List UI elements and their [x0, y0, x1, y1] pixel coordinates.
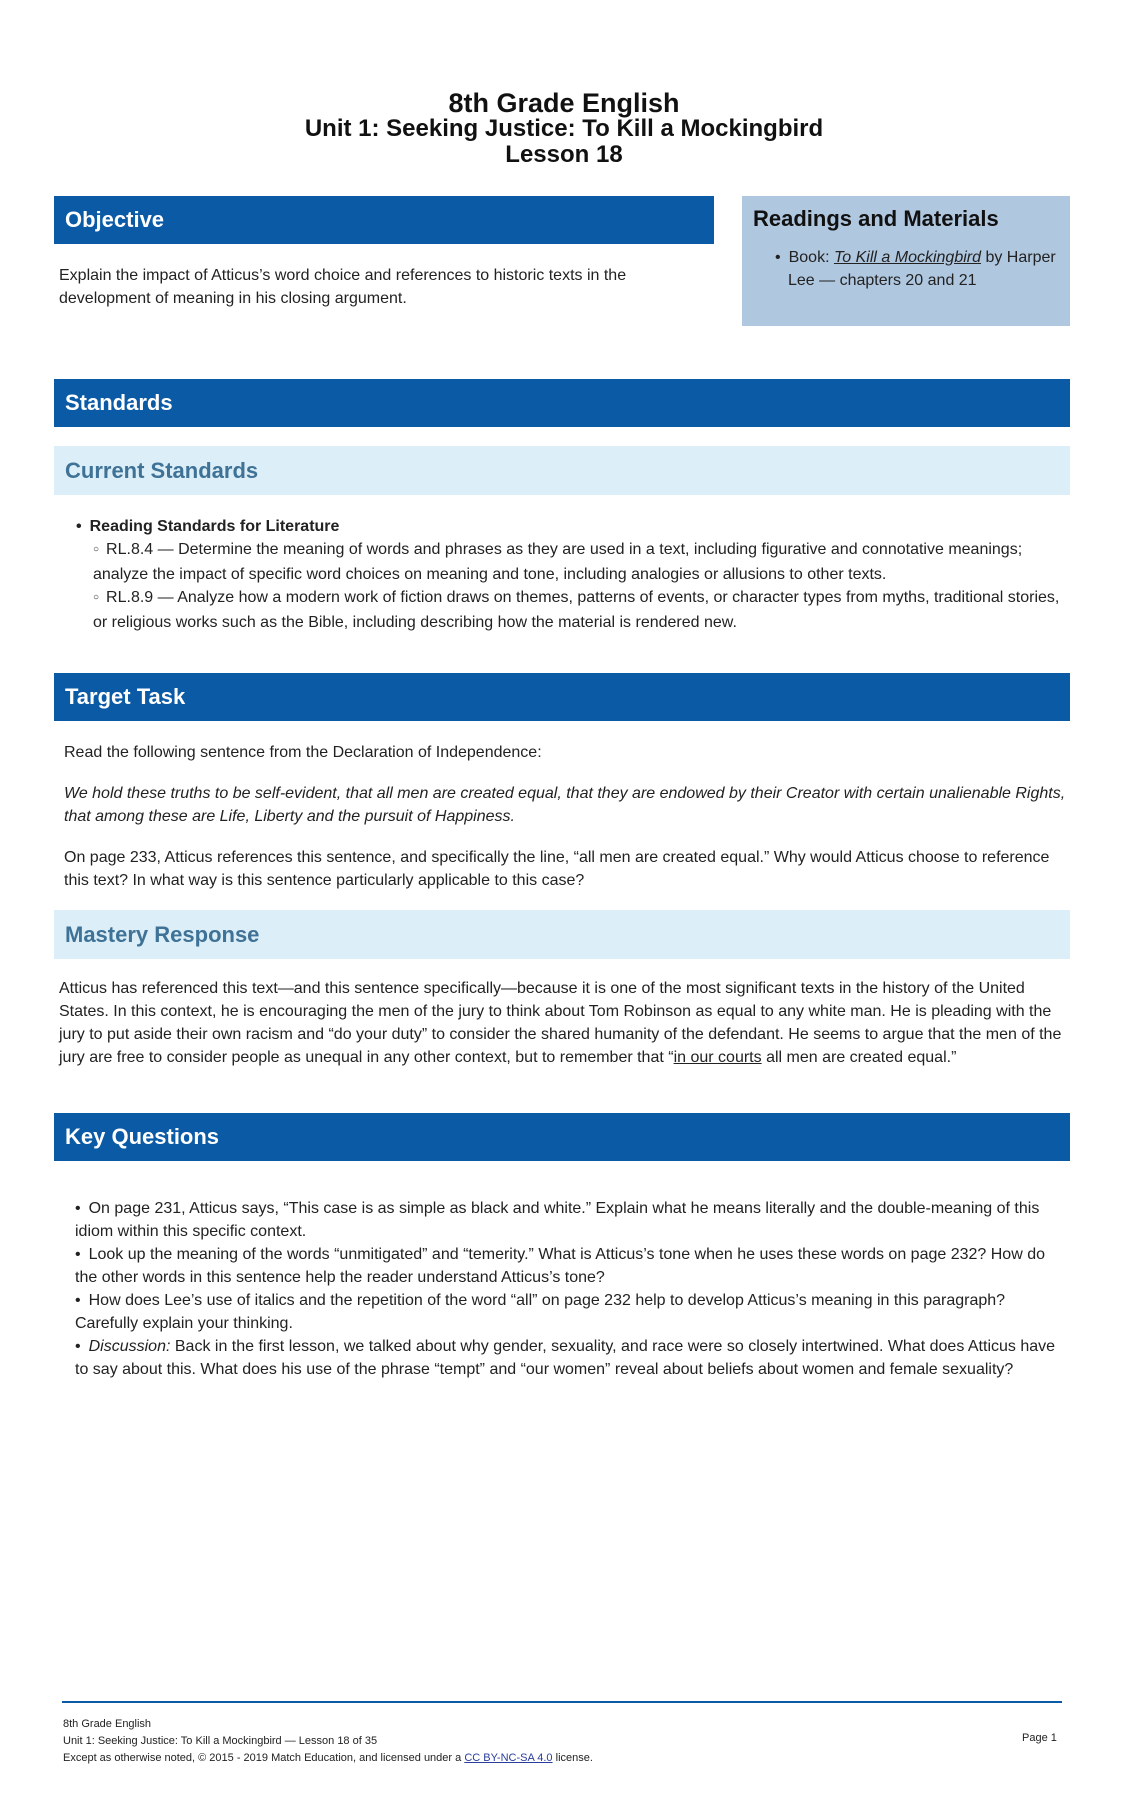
- key-questions-list: [75, 1197, 1070, 1381]
- footer: [63, 1716, 763, 1767]
- key-questions-heading: Key Questions: [54, 1113, 1070, 1161]
- objective-heading: Objective: [54, 196, 714, 244]
- footer-license-end: license.: [552, 1752, 593, 1764]
- mastery-response-text: [59, 977, 1071, 1069]
- lesson-title: Lesson 18: [505, 141, 623, 168]
- license-link[interactable]: CC BY-NC-SA 4.0: [464, 1752, 553, 1764]
- target-task-quote: We hold these truths to be self-evident, that all men are created equal, that they are endowed by their Creator with certain unalienable Rights, that among these are Life, Liberty and the pursuit of Happiness.: [64, 785, 1066, 825]
- discussion-label: Discussion:: [88, 1338, 171, 1355]
- readings-list: [753, 246, 1059, 292]
- page-number: Page 1: [1022, 1732, 1057, 1744]
- footer-unit: Unit 1: Seeking Justice: To Kill a Mockingbird — Lesson 18 of 35: [63, 1735, 378, 1747]
- key-question-item: • Look up the meaning of the words “unmitigated” and “temerity.” What is Atticus’s tone when he uses these words on page 232? How do the other words in this sentence help the reader understand Atticus’s tone?: [75, 1243, 1070, 1289]
- mastery-text-main: Atticus has referenced this text—and this sentence specifically—because it is one of the most significant texts in the history of the United States. In this context, he is encouraging the men of the jury to think about Tom Robinson as equal to any white man. He is pleading with the jury to put aside their own racism and “do your duty” to consider the shared humanity of the defendant. He seems to argue that the men of the jury are free to consider people as unequal in any other context, but to remember that “: [59, 980, 1062, 1066]
- discussion-text: Back in the first lesson, we talked about why gender, sexuality, and race were so closely intertwined. What does Atticus have to say about this. What does his use of the phrase “tempt” and “our women” reveal about beliefs about women and female sexuality?: [75, 1338, 1056, 1378]
- standard-item: ○ RL.8.9 — Analyze how a modern work of fiction draws on themes, patterns of events, or character types from myths, traditional stories, or religious works such as the Bible, including describing how the material is rendered new.: [74, 586, 1064, 634]
- book-title: To Kill a Mockingbird: [833, 249, 981, 266]
- readings-suffix: by Harper Lee — chapters 20 and 21: [788, 249, 1056, 289]
- document-header: [0, 90, 1128, 168]
- target-task-heading: Target Task: [54, 673, 1070, 721]
- target-task-intro: Read the following sentence from the Declaration of Independence:: [64, 744, 542, 761]
- course-title: 8th Grade English: [448, 88, 680, 118]
- readings-heading: Readings and Materials: [753, 206, 999, 231]
- mastery-response-heading: Mastery Response: [54, 910, 1070, 959]
- footer-divider: [62, 1701, 1062, 1703]
- readings-item: [775, 246, 1059, 292]
- mastery-text-end: all men are created equal.”: [761, 1049, 957, 1066]
- standards-list: [74, 515, 1064, 634]
- current-standards-heading: Current Standards: [54, 446, 1070, 495]
- standards-heading: Standards: [54, 379, 1070, 427]
- footer-course: 8th Grade English: [63, 1718, 152, 1730]
- standard-item: ○ RL.8.4 — Determine the meaning of words and phrases as they are used in a text, including figurative and connotative meanings; analyze the impact of specific word choices on meaning and tone, including analogies or allusions to other texts.: [74, 538, 1064, 586]
- footer-license: [63, 1750, 763, 1767]
- key-question-item: • How does Lee’s use of italics and the repetition of the word “all” on page 232 help to develop Atticus’s meaning in this paragraph? Carefully explain your thinking.: [75, 1289, 1070, 1335]
- footer-license-text: Except as otherwise noted, © 2015 - 2019 Match Education, and licensed under a: [63, 1752, 465, 1764]
- readings-prefix: Book:: [788, 249, 834, 266]
- unit-title: Unit 1: Seeking Justice: To Kill a Mockingbird: [304, 115, 824, 142]
- objective-text: Explain the impact of Atticus’s word choice and references to historic texts in the development of meaning in his closing argument.: [59, 267, 627, 307]
- key-question-item: • On page 231, Atticus says, “This case is as simple as black and white.” Explain what he means literally and the double-meaning of this idiom within this specific context.: [75, 1197, 1070, 1243]
- key-question-discussion: [75, 1335, 1070, 1381]
- standards-group-heading: • Reading Standards for Literature: [74, 515, 1064, 538]
- target-task-question: On page 233, Atticus references this sentence, and specifically the line, “all men are created equal.” Why would Atticus choose to reference this text? In what way is this sentence particularly applicable to this case?: [64, 849, 1050, 889]
- mastery-text-underlined: in our courts: [673, 1049, 762, 1066]
- readings-box: [742, 196, 1070, 326]
